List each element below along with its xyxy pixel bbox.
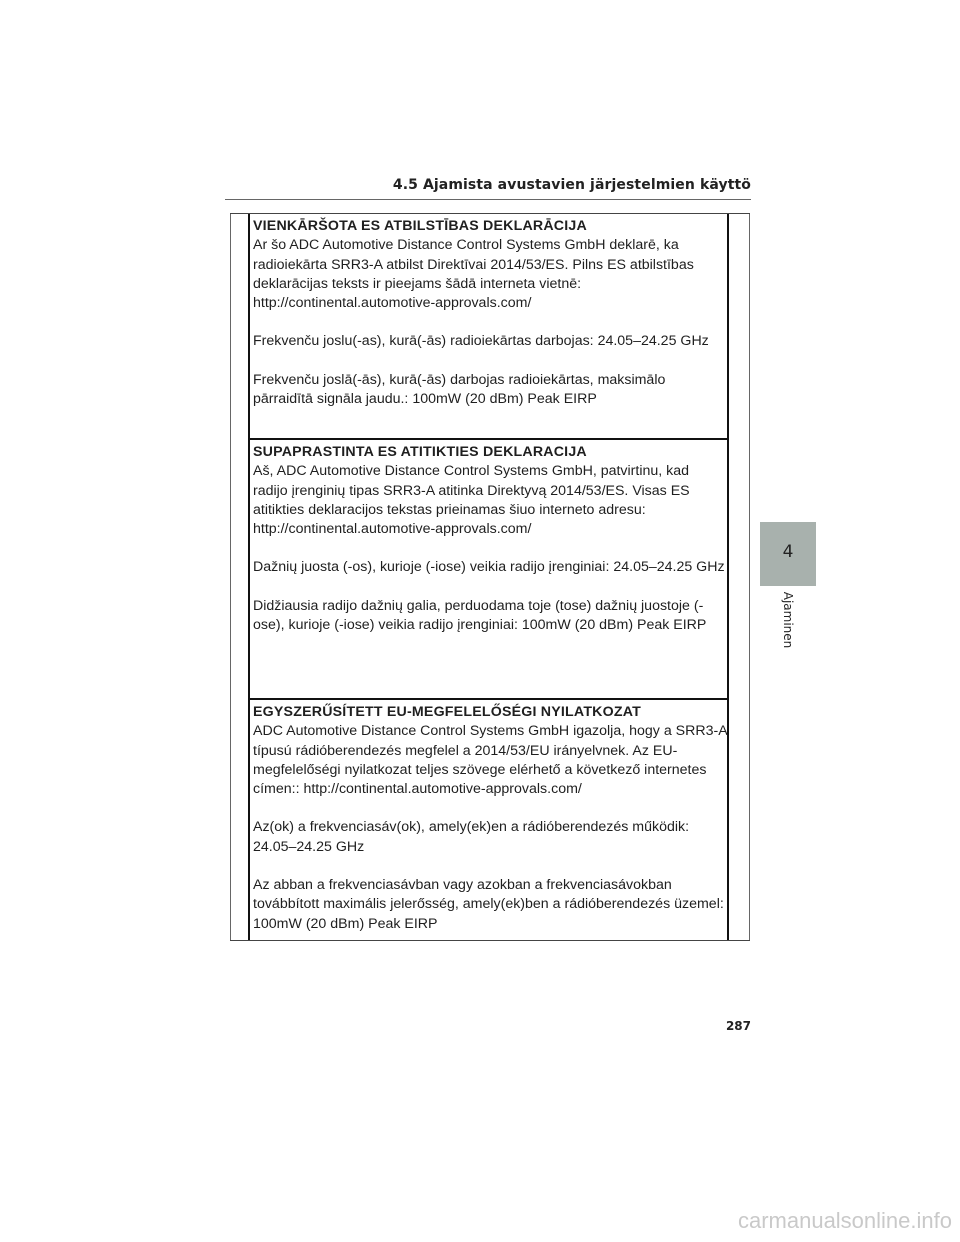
declaration-latvian-frequency: Frekvenču joslu(-as), kurā(-ās) radioiekārtas darbojas: 24.05–24.25 GHz (253, 333, 709, 350)
chapter-label: Ajaminen (781, 591, 795, 649)
declaration-lithuanian-power: Didžiausia radijo dažnių galia, perduodama toje (tose) dažnių juostoje (-ose), kurioje (-iose) veikia radijo įrenginiai: 100mW (20 dBm) Peak EIRP (253, 597, 707, 634)
watermark: carmanualsonline.info (737, 1208, 952, 1233)
declaration-hungarian-statement: ADC Automotive Distance Control Systems GmbH igazolja, hogy a SRR3-A típusú rádióberendezés megfelel a 2014/53/EU irányelvnek. Az EU-megfelelőségi nyilatkozat teljes szövege elérhető a következő internetes címen:: http://continental.automotive-approvals.com/ (253, 723, 727, 798)
declaration-lithuanian (250, 438, 727, 699)
declaration-latvian-power: Frekvenču joslā(-ās), kurā(-ās) darbojas radioiekārtas, maksimālo pārraidītā signāla jaudu.: 100mW (20 dBm) Peak EIRP (253, 371, 666, 408)
page-number: 287 (725, 1019, 751, 1033)
declaration-hungarian-title: EGYSZERŰSÍTETT EU-MEGFELELŐSÉGI NYILATKOZAT (253, 704, 641, 720)
declaration-latvian-title: VIENKĀRŠOTA ES ATBILSTĪBAS DEKLARĀCIJA (253, 218, 587, 234)
header-divider (225, 199, 751, 200)
table-inner-right-border (727, 214, 729, 940)
declaration-table (230, 213, 750, 941)
table-outer-left-border (230, 214, 231, 940)
declaration-lithuanian-title: SUPAPRASTINTA ES ATITIKTIES DEKLARACIJA (253, 444, 587, 460)
table-outer-right-border (749, 214, 750, 940)
declaration-lithuanian-frequency: Dažnių juosta (-os), kurioje (-iose) veikia radijo įrenginiai: 24.05–24.25 GHz (253, 559, 725, 576)
declaration-hungarian-power: Az abban a frekvenciasávban vagy azokban a frekvenciasávokban továbbított maximális jelerősség, amely(ek)ben a rádióberendezés üzemel: 100mW (20 dBm) Peak EIRP (253, 877, 724, 932)
declaration-hungarian-frequency: Az(ok) a frekvenciasáv(ok), amely(ek)en a rádióberendezés működik: 24.05–24.25 GHz (253, 819, 690, 855)
declaration-latvian-statement: Ar šo ADC Automotive Distance Control Systems GmbH deklarē, ka radioiekārta SRR3-A atbilst Direktīvai 2014/53/ES. Pilns ES atbilstības deklarācijas teksts ir pieejams šādā interneta vietnē: http://continental.automotive-approvals.com/ (253, 237, 694, 312)
page-section-title: 4.5 Ajamista avustavien järjestelmien käyttö (392, 177, 751, 193)
declaration-lithuanian-statement: Aš, ADC Automotive Distance Control Systems GmbH, patvirtinu, kad radijo įrenginių tipas SRR3-A atitinka Direktyvą 2014/53/ES. Visas ES atitikties deklaracijos tekstas prieinamas šiuo interneto adresu: http://continental.automotive-approvals.com/ (253, 463, 690, 538)
declaration-hungarian (250, 698, 727, 942)
chapter-thumb-tab (760, 522, 816, 586)
chapter-number: 4 (782, 542, 794, 562)
declaration-latvian (250, 214, 727, 438)
